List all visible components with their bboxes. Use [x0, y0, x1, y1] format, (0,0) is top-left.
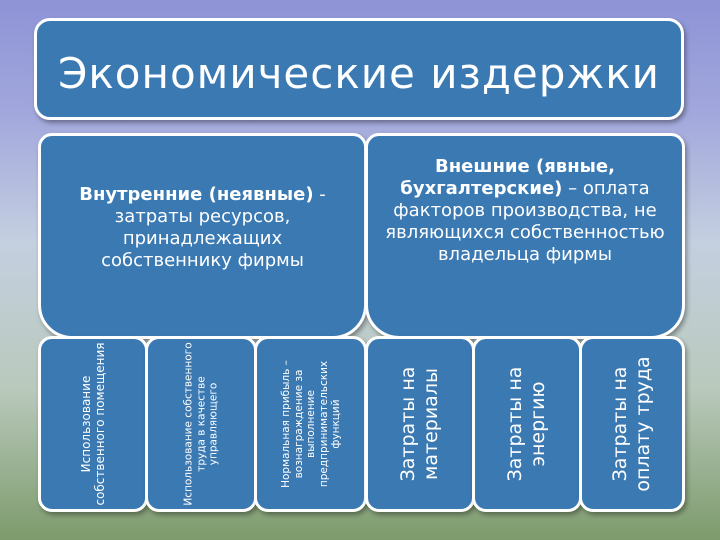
- external-costs-box: [365, 133, 685, 339]
- item-label: Использование собственного помещения: [79, 342, 107, 506]
- item-label: Затраты на оплату труда: [609, 356, 654, 492]
- internal-costs-text: [55, 184, 350, 272]
- external-costs-description: – оплата факторов производства, не являющихся собственностью владельца фирмы: [385, 178, 665, 265]
- internal-costs-description: - затраты ресурсов, принадлежащих собственнику фирмы: [101, 184, 326, 271]
- item-energy-cost: [472, 336, 582, 512]
- internal-costs-box: [38, 133, 367, 339]
- item-own-premises: [38, 336, 148, 512]
- item-materials-cost: [365, 336, 475, 512]
- external-costs-heading: Внешние (явные, бухгалтерские): [400, 156, 615, 199]
- item-label: Нормальная прибыль – вознаграждение за выполнение предпринимательских функций: [279, 360, 342, 488]
- title-box: [34, 18, 684, 120]
- item-label: Затраты на энергию: [504, 366, 549, 482]
- item-normal-profit: [254, 336, 367, 512]
- item-own-labor: [145, 336, 257, 512]
- external-costs-text: [382, 156, 668, 266]
- item-label: Использование собственного труда в качестве управляющего: [182, 342, 220, 506]
- internal-costs-heading: Внутренние (неявные): [79, 184, 314, 205]
- item-label: Затраты на материалы: [397, 366, 442, 482]
- page-title: Экономические издержки: [58, 49, 660, 98]
- item-labor-cost: [579, 336, 685, 512]
